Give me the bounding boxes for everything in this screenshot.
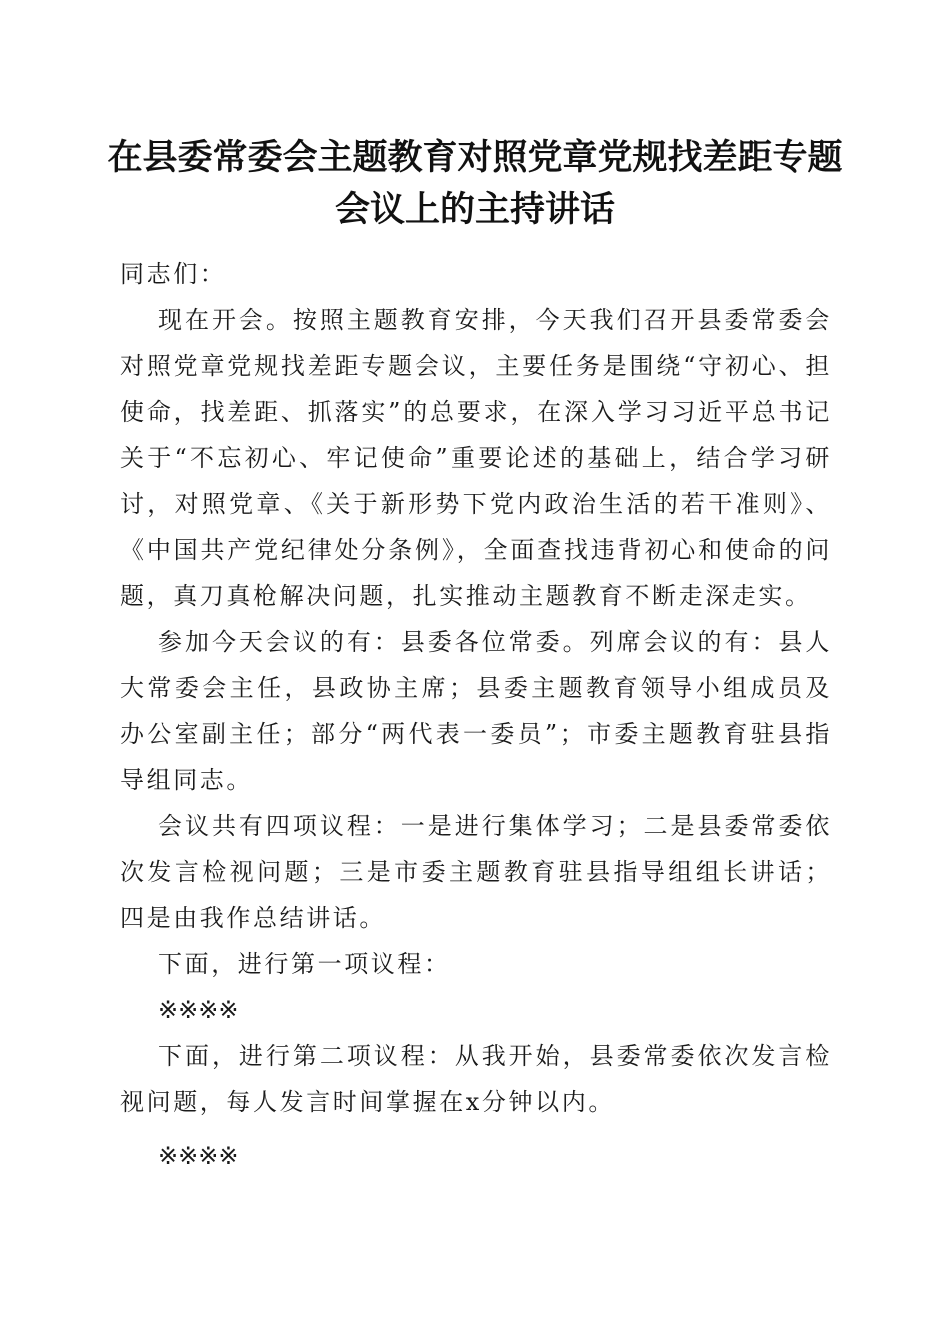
paragraph-attendees: 参加今天会议的有：县委各位常委。列席会议的有：县人大常委会主任，县政协主席；县委主题教育领导小组成员及办公室副主任；部分“两代表一委员”；市委主题教育驻县指导组同志。 (120, 628, 832, 794)
paragraph-first-item: 下面，进行第一项议程： (158, 950, 451, 978)
paragraph-opening: 现在开会。按照主题教育安排，今天我们召开县委常委会对照党章党规找差距专题会议，主要任务是围绕“守初心、担使命，找差距、抓落实”的总要求，在深入学习习近平总书记关于“不忘初心、牢记使命”重要论述的基础上，结合学习研讨，对照党章、《关于新形势下党内政治生活的若干准则》、《中国共产党纪律处分条例》，全面查找违背初心和使命的问题，真刀真枪解决问题，扎实推动主题教育不断走深走实。 (120, 306, 832, 610)
paragraph-agenda: 会议共有四项议程：一是进行集体学习；二是县委常委依次发言检视问题；三是市委主题教育驻县指导组组长讲话；四是由我作总结讲话。 (120, 812, 832, 932)
document-body (120, 251, 832, 1179)
section-marks: ※※※※ (158, 996, 239, 1024)
page-title: 在县委常委会主题教育对照党章党规找差距专题会议上的主持讲话 (107, 137, 843, 230)
section-marks: ※※※※ (158, 1142, 239, 1170)
paragraph-second-item: 下面，进行第二项议程：从我开始，县委常委依次发言检视问题，每人发言时间掌握在x分钟以内。 (120, 1042, 832, 1116)
salutation: 同志们： (120, 260, 227, 288)
